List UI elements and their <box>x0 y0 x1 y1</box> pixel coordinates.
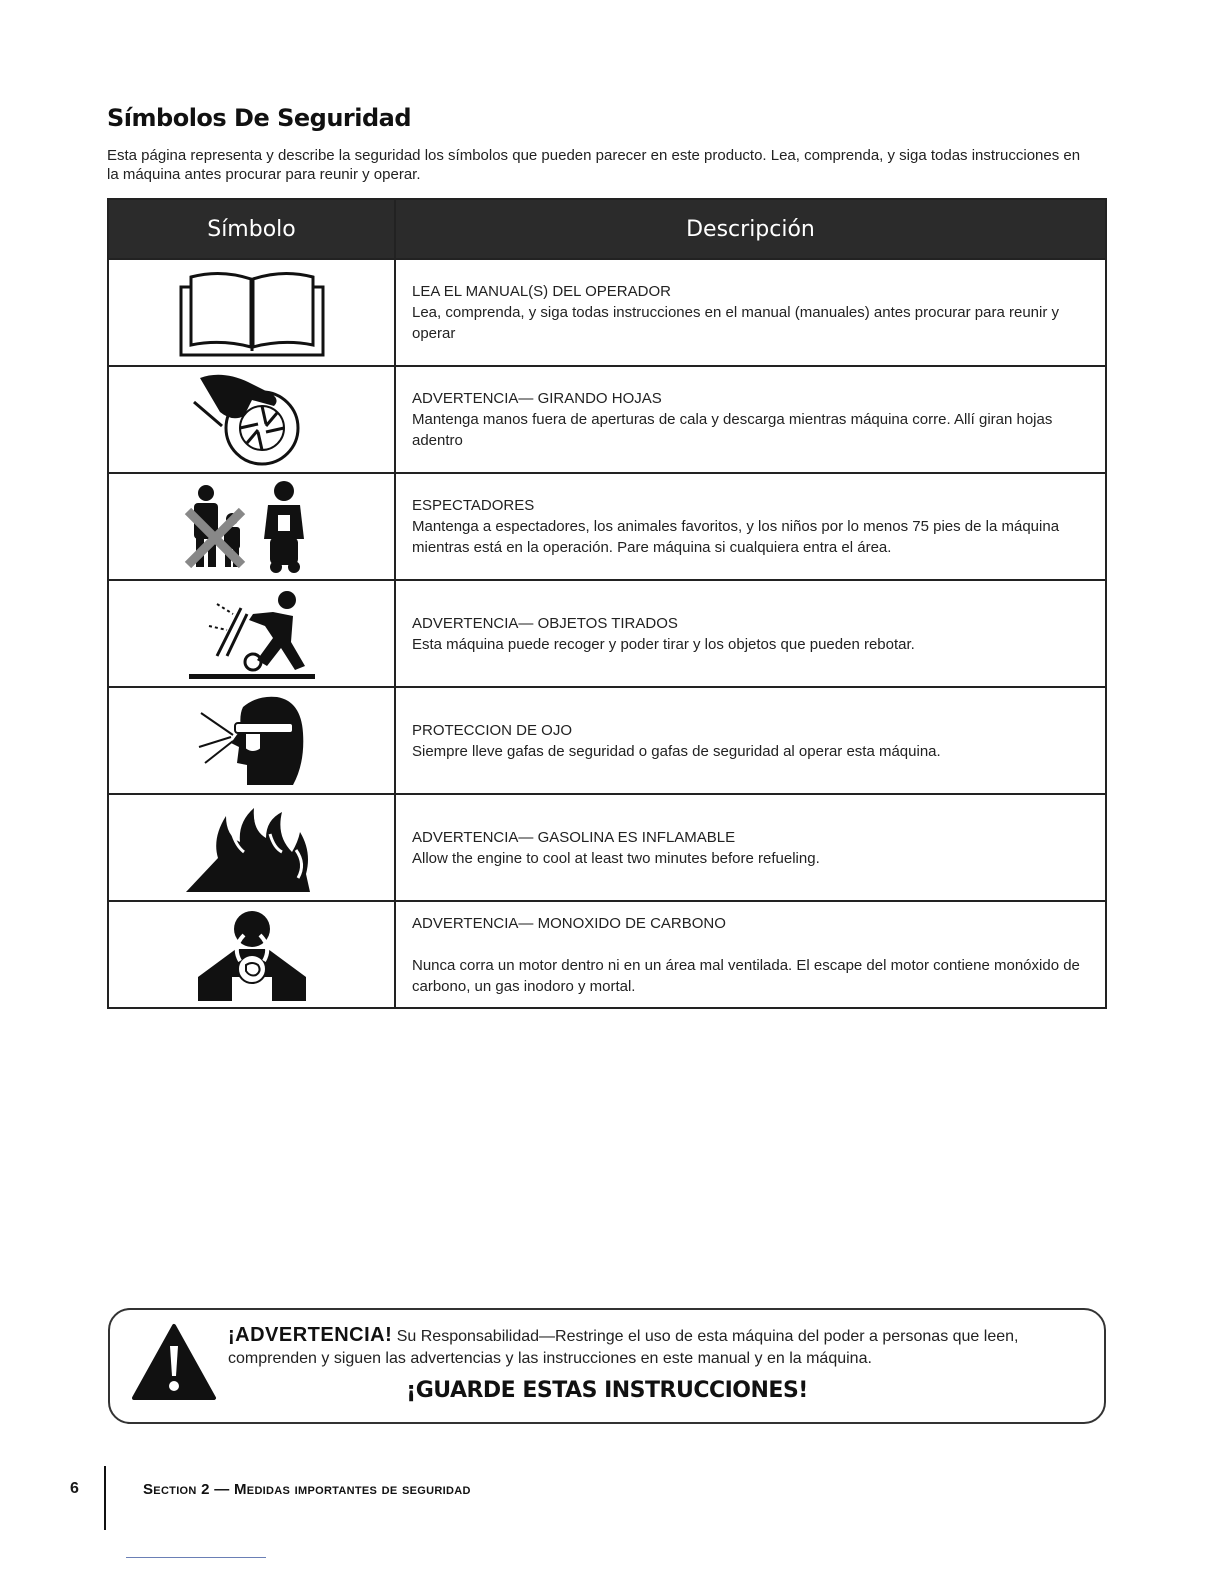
row-text: Mantenga manos fuera de aperturas de cala y descarga mientras máquina corre. Allí giran hojas adentro <box>412 411 1053 449</box>
description-cell <box>395 473 1106 580</box>
carbon-monoxide-icon <box>192 907 312 1003</box>
row-text: Esta máquina puede recoger y poder tirar y los objetos que pueden rebotar. <box>412 635 915 653</box>
rotating-blades-hand-icon <box>192 372 312 468</box>
table-row <box>108 473 1106 580</box>
book-icon <box>177 267 327 359</box>
row-title: ADVERTENCIA— GASOLINA ES INFLAMABLE <box>412 828 736 846</box>
row-text: Mantenga a espectadores, los animales favoritos, y los niños por lo menos 75 pies de la máquina mientras está en la operación. Pare máquina si cualquiera entra el área. <box>412 518 1060 556</box>
row-title: ADVERTENCIA— MONOXIDO DE CARBONO <box>412 914 726 932</box>
eye-protection-icon <box>197 693 307 789</box>
row-text: Lea, comprenda, y siga todas instrucciones en el manual (manuales) antes procurar para reunir y operar <box>412 304 1060 342</box>
flammable-fire-icon <box>182 802 322 894</box>
table-row <box>108 794 1106 901</box>
symbol-cell <box>108 259 395 366</box>
symbol-cell <box>108 580 395 687</box>
symbol-cell <box>108 901 395 1008</box>
row-text: Nunca corra un motor dentro ni en un área mal ventilada. El escape del motor contiene monóxido de carbono, un gas inodoro y mortal. <box>412 956 1080 995</box>
header-symbol: Símbolo <box>108 199 395 259</box>
table-row <box>108 901 1106 1008</box>
table-row <box>108 366 1106 473</box>
row-title: ADVERTENCIA— GIRANDO HOJAS <box>412 390 662 407</box>
row-title: LEA EL MANUAL(S) DEL OPERADOR <box>412 283 671 300</box>
page-number: 6 <box>70 1480 79 1497</box>
symbol-cell <box>108 366 395 473</box>
intro-text: Esta página representa y describe la seguridad los símbolos que pueden parecer en este producto. Lea, comprenda, y siga todas instrucciones en la máquina antes procurar para reunir y operar. <box>107 147 1081 183</box>
row-title: PROTECCION DE OJO <box>412 721 573 739</box>
table-row <box>108 580 1106 687</box>
table-row <box>108 687 1106 794</box>
footer-section-title: Section 2 — Medidas importantes de seguridad <box>143 1481 471 1498</box>
header-description: Descripción <box>395 199 1106 259</box>
table-header-row <box>108 199 1106 259</box>
warning-text <box>228 1324 1068 1370</box>
page-title: Símbolos De Seguridad <box>107 104 412 132</box>
footer-rule <box>126 1557 266 1558</box>
description-cell <box>395 366 1106 473</box>
bystanders-icon <box>182 479 322 575</box>
description-cell <box>395 794 1106 901</box>
row-text: Siempre lleve gafas de seguridad o gafas de seguridad al operar esta máquina. <box>412 742 941 760</box>
save-instructions: ¡GUARDE ESTAS INSTRUCCIONES! <box>406 1378 808 1403</box>
safety-symbols-table <box>107 198 1107 1009</box>
symbol-cell <box>108 794 395 901</box>
description-cell <box>395 687 1106 794</box>
row-title: ADVERTENCIA— OBJETOS TIRADOS <box>412 614 678 632</box>
warning-label: ¡ADVERTENCIA! <box>228 1324 393 1346</box>
symbol-cell <box>108 687 395 794</box>
row-text: Allow the engine to cool at least two minutes before refueling. <box>412 849 820 867</box>
table-row <box>108 259 1106 366</box>
row-title: ESPECTADORES <box>412 497 535 514</box>
description-cell <box>395 901 1106 1008</box>
thrown-objects-icon <box>187 586 317 682</box>
symbol-cell <box>108 473 395 580</box>
description-cell <box>395 580 1106 687</box>
warning-message: Su Responsabilidad—Restringe el uso de esta máquina del poder a personas que leen, comprenden y siguen las advertencias y las instrucciones en este manual y en la máquina. <box>228 1328 1019 1367</box>
footer-divider <box>104 1466 106 1530</box>
description-cell <box>395 259 1106 366</box>
warning-box <box>108 1308 1106 1424</box>
